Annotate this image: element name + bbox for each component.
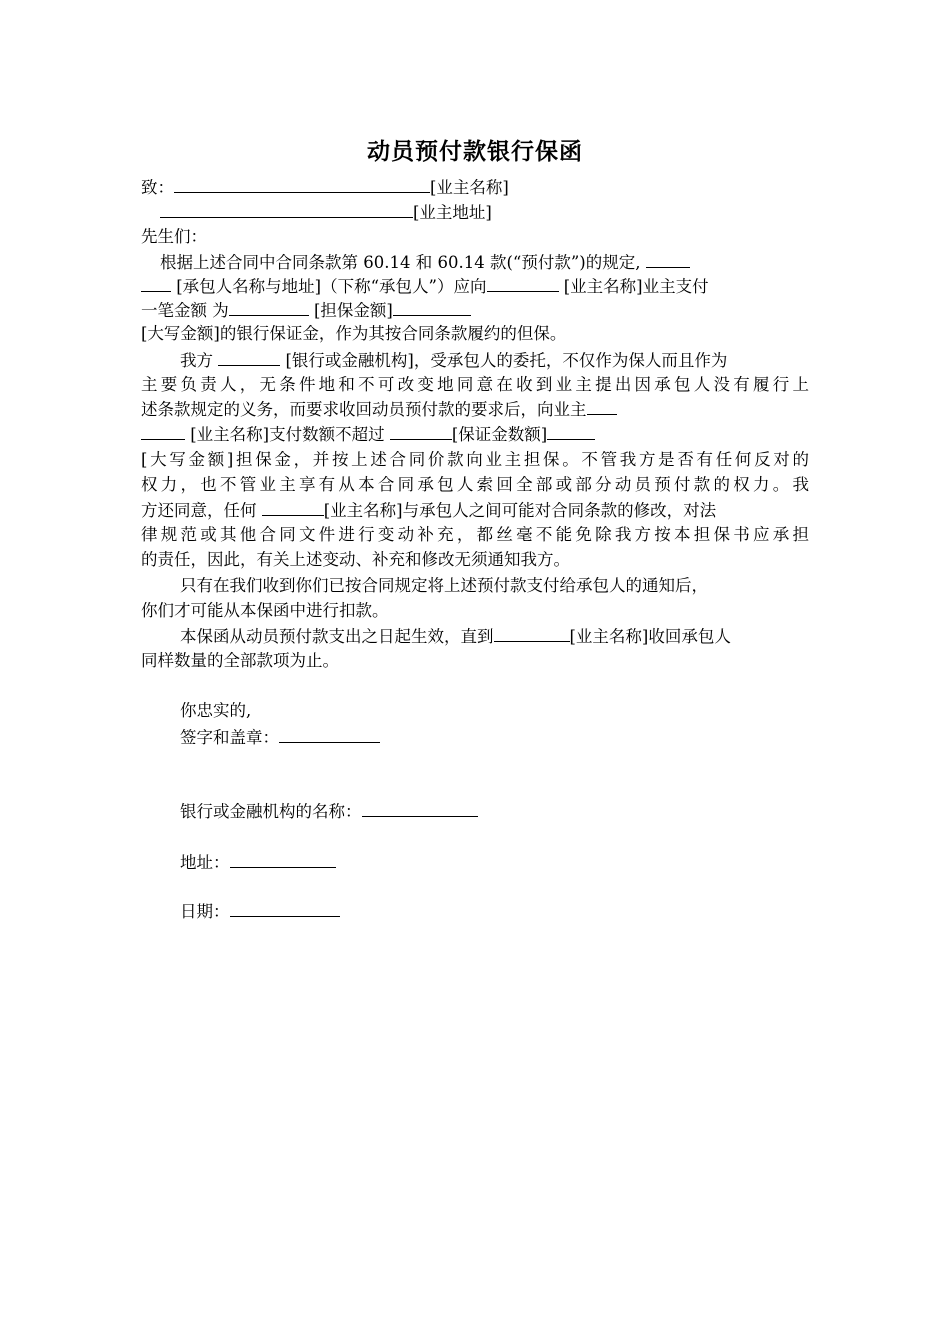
signature-label: 签字和盖章：: [180, 728, 279, 747]
bank-blank: [218, 348, 280, 366]
p2-text-e: [业主名称]支付数额不超过: [190, 425, 385, 444]
address-blank: [230, 850, 336, 868]
guarantee-amount-blank: [390, 422, 452, 440]
p2-text-b: [银行或金融机构]，受承包人的委托，不仅作为保人而且作为: [285, 351, 728, 370]
owner-address-blank: [160, 200, 413, 218]
owner-blank-1: [487, 274, 559, 292]
salutation: 先生们：: [141, 227, 207, 246]
p1-line-3: [141, 298, 471, 323]
p2-line-2: 主要负责人，无条件地和不可改变地同意在收到业主提出因承包人没有履行上: [141, 375, 809, 394]
p1-line-1: [160, 250, 690, 275]
owner-address-placeholder: [业主地址]: [413, 203, 492, 222]
address-label: 地址：: [180, 853, 230, 872]
p1-line-2: [141, 274, 709, 299]
amount-words-blank: [393, 298, 471, 316]
address-field-line: [180, 850, 336, 875]
p2-line-3: [141, 397, 617, 422]
to-label: 致：: [141, 178, 174, 197]
owner-blank-2: [587, 397, 617, 415]
contractor-blank-cont: [141, 274, 171, 292]
p4-text-a: 本保函从动员预付款支出之日起生效，直到: [180, 627, 494, 646]
p1-text-a: 根据上述合同中合同条款第 60.14 和 60.14 款(“预付款”)的规定,: [160, 253, 641, 272]
owner-name-blank: [174, 175, 430, 193]
closing: 你忠实的,: [180, 701, 252, 720]
p2-text-i: 方还同意，任何: [141, 501, 257, 520]
bank-name-blank: [362, 799, 478, 817]
bank-name-line: [180, 799, 478, 824]
p2-line-1: [180, 348, 727, 373]
p2-line-7: [141, 498, 716, 523]
p4-line-2: 同样数量的全部款项为止。: [141, 651, 339, 670]
owner-blank-4: [494, 624, 570, 642]
owner-blank-3: [262, 498, 324, 516]
date-blank: [230, 899, 340, 917]
p1-text-c: [业主名称]业主支付: [563, 277, 709, 296]
date-label: 日期：: [180, 902, 230, 921]
p3-line-1: 只有在我们收到你们已按合同规定将上述预付款支付给承包人的通知后，: [180, 576, 708, 595]
guarantee-words-blank: [547, 422, 595, 440]
signature-line: [180, 725, 380, 750]
bank-name-label: 银行或金融机构的名称：: [180, 802, 362, 821]
p1-text-b: [承包人名称与地址]（下称“承包人”）应向: [176, 277, 487, 296]
p4-text-b: [业主名称]收回承包人: [569, 627, 731, 646]
p2-text-j: [业主名称]与承包人之间可能对合同条款的修改，对法: [323, 501, 717, 520]
contractor-blank: [646, 250, 690, 268]
p2-line-6: 权力，也不管业主享有从本合同承包人索回全部或部分动员预付款的权力。我: [141, 475, 809, 494]
p4-line-1: [180, 624, 731, 649]
p3-line-2: 你们才可能从本保函中进行扣款。: [141, 601, 389, 620]
date-line: [180, 899, 340, 924]
owner-name-placeholder: [业主名称]: [430, 178, 509, 197]
p1-text-e: [担保金额]: [314, 301, 393, 320]
amount-blank: [229, 298, 309, 316]
p2-text-a: 我方: [180, 351, 213, 370]
p2-line-8: 律规范或其他合同文件进行变动补充，都丝毫不能免除我方按本担保书应承担: [141, 525, 809, 544]
document-title: 动员预付款银行保函: [367, 139, 583, 165]
p2-text-d: 述条款规定的义务，而要求收回动员预付款的要求后，向业主: [141, 400, 587, 419]
p2-line-5: [大写金额]担保金，并按上述合同价款向业主担保。不管我方是否有任何反对的: [141, 450, 809, 469]
signature-blank: [279, 725, 380, 743]
owner-blank-2-cont: [141, 422, 185, 440]
address-line: [160, 200, 492, 225]
p1-text-d: 一笔金额 为: [141, 301, 229, 320]
p2-line-9: 的责任，因此，有关上述变动、补充和修改无须通知我方。: [141, 550, 570, 569]
p1-line-4: [大写金额]的银行保证金，作为其按合同条款履约的但保。: [141, 324, 567, 343]
to-line: [141, 175, 509, 200]
p2-text-f: [保证金数额]: [451, 425, 548, 444]
p2-line-4: [141, 422, 595, 447]
